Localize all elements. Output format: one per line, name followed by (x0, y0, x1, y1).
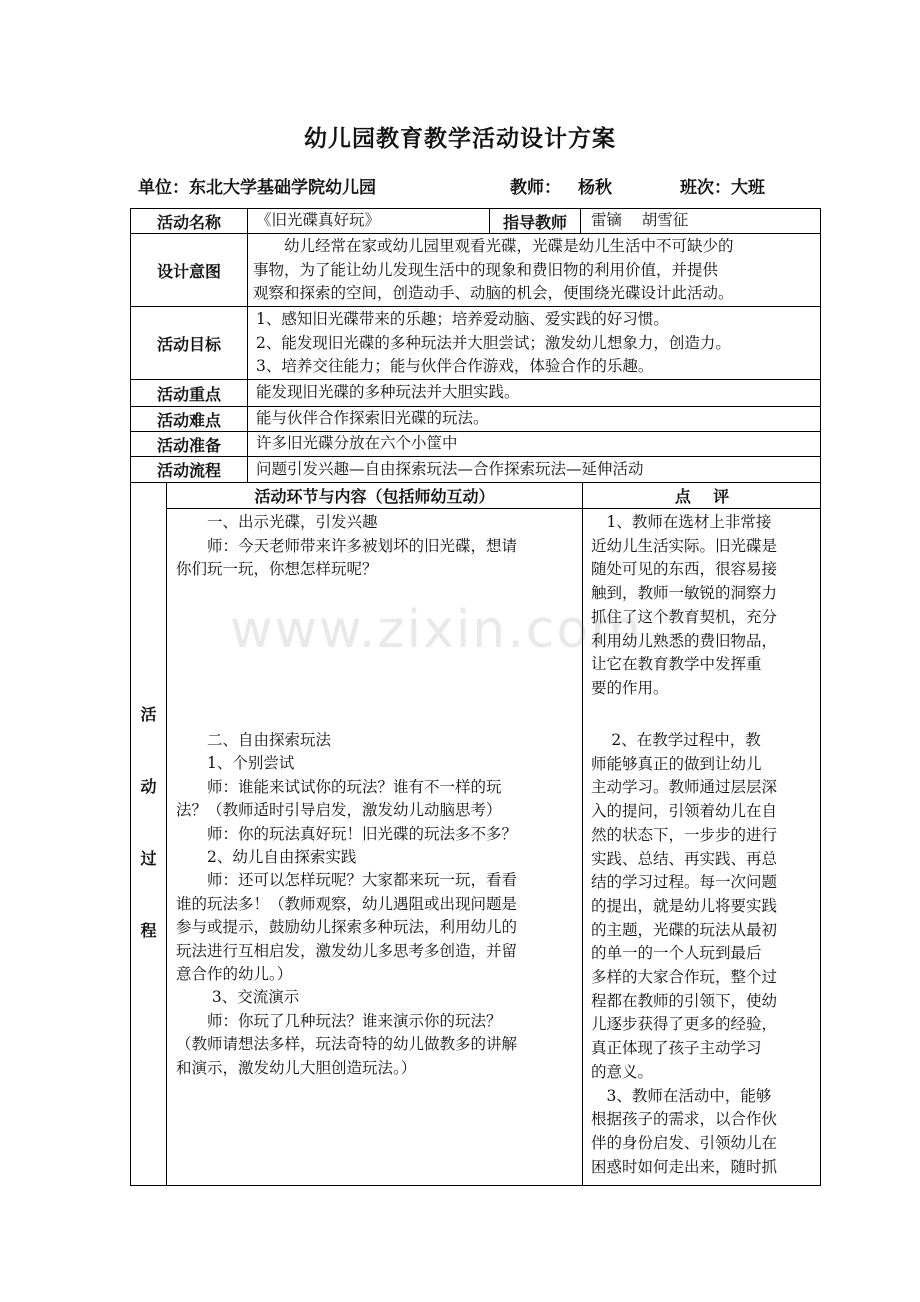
comment-block-2 (591, 729, 777, 1179)
comment-line: 触到，教师一敏锐的洞察力 (591, 584, 778, 603)
col-divider (166, 482, 167, 1186)
comment-line: 的单一的一个人玩到最后 (591, 944, 762, 963)
side-char: 程 (140, 921, 157, 940)
comment-line: 结的学习过程。每一次问题 (591, 873, 778, 892)
preparation-value: 许多旧光碟分放在六个小筐中 (256, 434, 458, 452)
design-intent-label: 设计意图 (156, 261, 221, 281)
comment-line: 让它在教育教学中发挥重 (591, 655, 762, 674)
teacher-name: 杨秋 (578, 178, 612, 198)
comment-line: 主动学习。教师通过层层深 (591, 778, 778, 797)
comment-line: 随处可见的东西，很容易接 (591, 560, 778, 579)
design-intent-text (253, 235, 734, 306)
content-line: 一、出示光碟，引发兴趣 (176, 513, 378, 531)
comment-line: 师能够真正的做到让幼儿 (591, 754, 762, 773)
difficulty-label: 活动难点 (156, 410, 221, 430)
content-line: 谁的玩法多！（教师观察，幼儿遇阻或出现问题是 (176, 894, 518, 913)
comment-line: 的提出，就是幼儿将要实践 (591, 896, 778, 915)
goal-line: 1、感知旧光碟带来的乐趣；培养爱动脑、爱实践的好习惯。 (256, 310, 669, 328)
content-line: 意合作的幼儿。） (176, 965, 293, 984)
difficulty-value: 能与伙伴合作探索旧光碟的玩法。 (256, 409, 489, 427)
comment-line: 入的提问，引领着幼儿在自 (591, 802, 778, 821)
key-point-label: 活动重点 (156, 384, 221, 404)
content-line: 师：还可以怎样玩呢？大家都来玩一玩，看看 (176, 871, 518, 890)
content-column-header: 活动环节与内容（包括师幼互动） (254, 487, 495, 506)
comment-line: 伴的身份启发、引领幼儿在 (591, 1133, 778, 1152)
content-block-2 (176, 729, 517, 1080)
side-char: 过 (140, 849, 157, 868)
flow-value: 问题引发兴趣—自由探索玩法—合作探索玩法—延伸活动 (256, 460, 644, 478)
content-block-1 (176, 511, 517, 582)
content-line: 3、交流演示 (176, 988, 300, 1007)
unit-label: 单位：东北大学基础学院幼儿园 (138, 178, 376, 198)
activity-name-value: 《旧光碟真好玩》 (256, 211, 381, 229)
intent-line: 事物，为了能让幼儿发现生活中的现象和费旧物的利用价值，并提供 (253, 260, 719, 279)
key-point-value: 能发现旧光碟的多种玩法并大胆实践。 (256, 383, 520, 401)
comment-line: 根据孩子的需求，以合作伙 (591, 1110, 778, 1129)
comment-line: 抓住了这个教育契机，充分 (591, 607, 778, 626)
row-divider (166, 508, 821, 509)
comment-line: 程都在教师的引领下，使幼 (591, 991, 778, 1010)
activity-goal-label: 活动目标 (156, 334, 221, 354)
col-divider (580, 208, 581, 233)
guide-teacher-label: 指导教师 (502, 212, 567, 232)
goal-line: 2、能发现旧光碟的多种玩法并大胆尝试；激发幼儿想象力，创造力。 (256, 333, 731, 352)
intent-line: 观察和探索的空间，创造动手、动脑的机会，便围绕光碟设计此活动。 (253, 284, 734, 302)
comment-line: 1、教师在选材上非常接 (591, 513, 772, 531)
preparation-label: 活动准备 (156, 435, 221, 455)
class-label: 班次：大班 (680, 178, 765, 198)
content-line: 和演示，激发幼儿大胆创造玩法。） (176, 1058, 417, 1077)
comment-block-1 (591, 511, 777, 701)
comment-line: 然的状态下，一步步的进行 (591, 825, 778, 844)
content-line: 师：今天老师带来许多被划坏的旧光碟，想请 (176, 536, 518, 555)
content-line: 二、自由探索玩法 (176, 731, 332, 749)
comment-line: 近幼儿生活实际。旧光碟是 (591, 536, 778, 555)
intent-line: 幼儿经常在家或幼儿园里观看光碟，光碟是幼儿生活中不可缺少的 (284, 237, 734, 255)
content-line: 玩法进行互相启发，激发幼儿多思考多创造，并留 (176, 941, 518, 960)
comment-line: 的意义。 (591, 1062, 654, 1081)
comment-line: 真正体现了孩子主动学习 (591, 1039, 762, 1058)
comment-line: 困惑时如何走出来，随时抓 (591, 1157, 778, 1176)
content-line: 师：谁能来试试你的玩法？谁有不一样的玩 (176, 777, 502, 796)
content-line: 1、个别尝试 (176, 754, 295, 773)
col-divider (247, 208, 248, 482)
activity-goal-text (256, 308, 731, 379)
teacher-label: 教师： (510, 178, 561, 198)
comment-line: 多样的大家合作玩，整个过 (591, 968, 778, 987)
content-line: 师：你玩了几种玩法？谁来演示你的玩法？ (176, 1011, 502, 1030)
comment-line: 实践、总结、再实践、再总 (591, 849, 778, 868)
goal-line: 3、培养交往能力；能与伙伴合作游戏，体验合作的乐趣。 (256, 357, 654, 375)
process-side-label (131, 702, 166, 990)
content-line: 师：你的玩法真好玩！旧光碟的玩法多不多？ (176, 824, 518, 843)
col-divider (582, 482, 583, 1186)
comment-column-header: 点 评 (674, 487, 730, 506)
content-line: 法？（教师适时引导启发，激发幼儿动脑思考） (176, 801, 502, 820)
side-char: 动 (140, 777, 157, 796)
content-line: 2、幼儿自由探索实践 (176, 848, 357, 867)
activity-name-label: 活动名称 (156, 212, 221, 232)
comment-line: 儿逐步获得了更多的经验， (591, 1015, 778, 1034)
guide-teacher-value: 雷镝 胡雪征 (591, 211, 689, 229)
content-line: 你们玩一玩，你想怎样玩呢？ (176, 560, 378, 578)
comment-line: 的主题，光碟的玩法从最初 (591, 920, 778, 939)
comment-line: 利用幼儿熟悉的费旧物品， (591, 631, 778, 650)
comment-line: 要的作用。 (591, 678, 669, 697)
comment-line: 2、在教学过程中，教 (591, 731, 761, 749)
comment-line: 3、教师在活动中，能够 (591, 1086, 772, 1105)
content-line: 参与或提示，鼓励幼儿探索多种玩法，利用幼儿的 (176, 918, 518, 937)
flow-label: 活动流程 (156, 461, 221, 480)
content-line: （教师请想法多样，玩法奇特的幼儿做教多的讲解 (176, 1035, 518, 1054)
watermark: www.zixin.com (230, 600, 643, 660)
side-char: 活 (140, 705, 157, 724)
document-title: 幼儿园教育教学活动设计方案 (304, 126, 616, 152)
